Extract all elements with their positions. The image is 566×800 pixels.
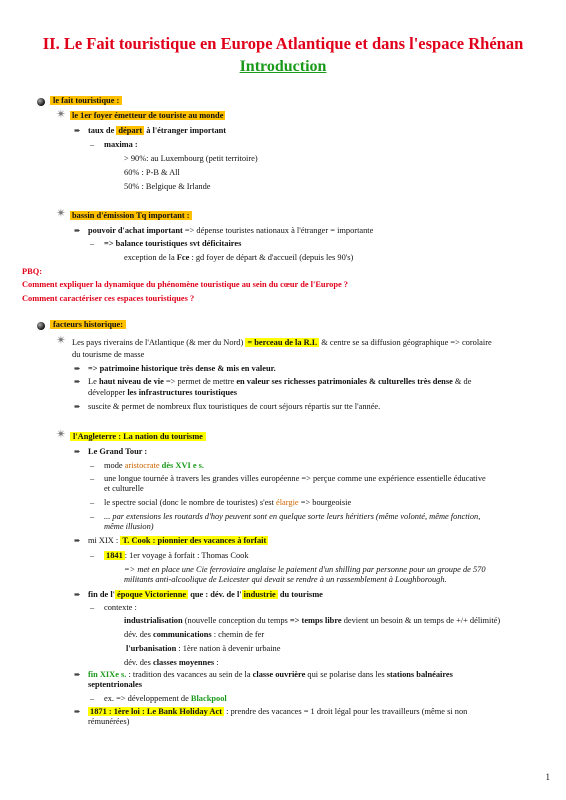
text-line: 1841 : 1er voyage à forfait : Thomas Cook: [106, 551, 249, 560]
arrow-icon: ➨: [74, 226, 81, 235]
dash-marker: –: [90, 512, 95, 521]
dash-marker: –: [90, 239, 95, 248]
page-subtitle: Introduction: [239, 58, 327, 75]
text-line: => met en place une Cie ferroviaire anglaise le paiement d'un shilling par personne pour un groupe de 570: [124, 565, 486, 574]
star-icon: ✴: [56, 107, 67, 121]
text-line: mode aristocrate dès XVI e s.: [104, 461, 205, 470]
text-line: Le haut niveau de vie => permet de mettre en valeur ses richesses patrimoniales & culturelles très dense & de: [88, 377, 472, 386]
text-line: développer les infrastructures touristiques: [88, 388, 237, 397]
arrow-icon: ➨: [74, 402, 81, 411]
text-line: ex. => développement de Blackpool: [104, 694, 227, 703]
text-line: Les pays riverains de l'Atlantique (& mer du Nord) = berceau de la R.I. & centre se sa diffusion géographique => corolaire: [72, 338, 492, 347]
text-line: fin XIXe s. : tradition des vacances au sein de la classe ouvrière qui se polarise dans les stations balnéaires: [88, 670, 453, 679]
text-line: le spectre social (donc le nombre de touristes) s'est élargie => bourgeoisie: [104, 498, 352, 507]
text-line: taux de départ à l'étranger important: [88, 126, 227, 135]
text-line: industrialisation (nouvelle conception du temps => temps libre devient un besoin & un temps de +/+ délimité): [124, 616, 501, 625]
bullet-icon: [37, 98, 45, 106]
text-line: l'urbanisation : 1ère nation à devenir urbaine: [126, 644, 281, 653]
arrow-icon: ➨: [74, 590, 81, 599]
dash-marker: –: [90, 140, 95, 149]
page-number: 1: [545, 772, 550, 782]
star-icon: ✴: [56, 206, 67, 220]
text-line: 50% : Belgique & Irlande: [124, 182, 211, 191]
arrow-icon: ➨: [74, 377, 81, 386]
text-line: => patrimoine historique très dense & mis en valeur.: [88, 364, 276, 373]
text-line: 60% : P-B & All: [124, 168, 180, 177]
arrow-icon: ➨: [74, 536, 81, 545]
text-line: => balance touristiques svt déficitaires: [104, 239, 242, 248]
text-line: Le Grand Tour :: [88, 447, 148, 456]
dash-marker: –: [90, 498, 95, 507]
dash-marker: –: [90, 474, 95, 483]
text-line: et culturelle: [104, 484, 144, 493]
arrow-icon: ➨: [74, 126, 81, 135]
pbq-label: PBQ:: [22, 267, 43, 276]
text-line: dév. des communications : chemin de fer: [124, 630, 265, 639]
text-line: maxima :: [104, 140, 138, 149]
text-line: même illusion): [104, 522, 154, 531]
section-heading: facteurs historique:: [50, 319, 126, 330]
subsection-heading: bassin d'émission Tq important :: [72, 211, 190, 220]
star-icon: ✴: [56, 333, 67, 347]
bullet-icon: [37, 322, 45, 330]
text-line: exception de la Fce : gd foyer de départ & d'accueil (depuis les 90's): [124, 253, 354, 262]
text-line: septentrionales: [88, 680, 142, 689]
dash-marker: –: [90, 551, 95, 560]
dash-marker: –: [90, 461, 95, 470]
subsection-heading: le 1er foyer émetteur de touriste au monde: [72, 111, 224, 120]
text-line: > 90%: au Luxembourg (petit territoire): [124, 154, 258, 163]
dash-marker: –: [90, 694, 95, 703]
star-icon: ✴: [56, 427, 67, 441]
text-line: 1871 : 1ère loi : Le Bank Holiday Act : prendre des vacances = 1 droit légal pour les travailleurs (même si non: [90, 707, 468, 716]
dash-marker: –: [90, 603, 95, 612]
section-heading: le fait touristique :: [50, 95, 122, 106]
text-line: militants anti-alcoolique de Leicester qui devait se rendre à un rassemblement à Loughborough.: [124, 575, 447, 584]
subsection-heading: l'Angleterre : La nation du tourisme: [70, 431, 206, 442]
pbq-question: Comment caractériser ces espaces touristiques ?: [22, 294, 195, 303]
page-title: II. Le Fait touristique en Europe Atlantique et dans l'espace Rhénan: [42, 34, 524, 53]
text-line: suscite & permet de nombreux flux touristiques de court séjours répartis sur tte l'année.: [88, 402, 381, 411]
text-line: ... par extensions les routards d'hoy peuvent sont en quelque sorte leurs héritiers (même volonté, même fonction,: [104, 512, 481, 521]
text-line: dév. des classes moyennes :: [124, 658, 219, 667]
text-line: contexte :: [104, 603, 137, 612]
text-line: une longue tournée à travers les grandes villes européenne => perçue comme une expérience essentielle éducative: [104, 474, 486, 483]
text-line: fin de l' époque Victorienne que : dév. de l' industrie du tourisme: [88, 590, 323, 599]
text-line: pouvoir d'achat important => dépense touristes nationaux à l'étranger = importante: [88, 226, 374, 235]
text-line: rémunérées): [88, 717, 130, 726]
text-line: du tourisme de masse: [72, 350, 145, 359]
arrow-icon: ➨: [74, 707, 81, 716]
arrow-icon: ➨: [74, 447, 81, 456]
arrow-icon: ➨: [74, 364, 81, 373]
pbq-question: Comment expliquer la dynamique du phénomène touristique au sein du cœur de l'Europe ?: [22, 280, 348, 289]
text-line: mi XIX : T. Cook : pionnier des vacances à forfait: [88, 536, 267, 545]
arrow-icon: ➨: [74, 670, 81, 679]
